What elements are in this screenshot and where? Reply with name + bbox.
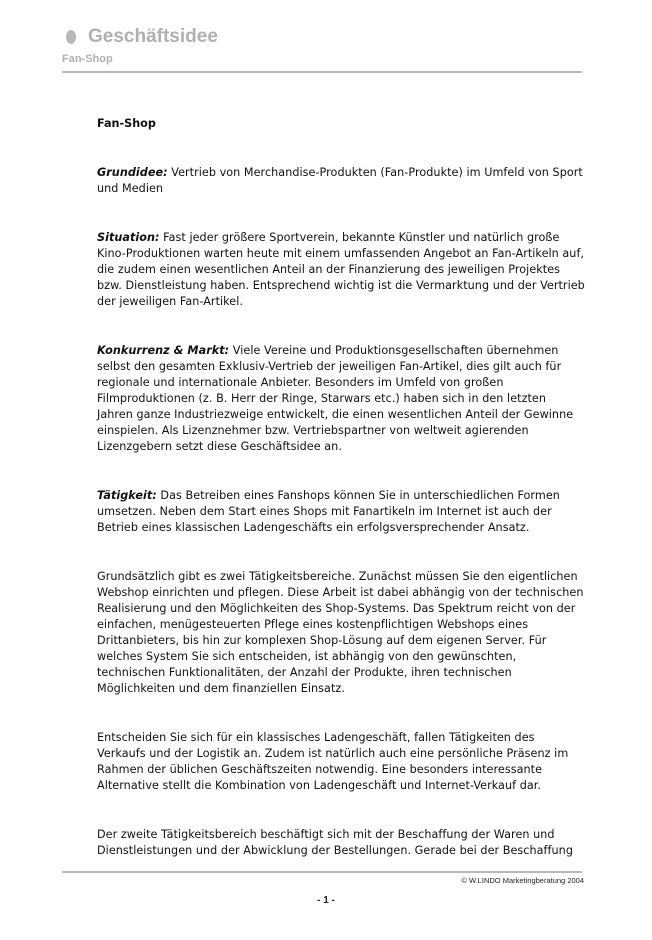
page-number: - 1 -: [317, 895, 335, 906]
section-label: Grundidee:: [97, 166, 168, 179]
header-subtitle: Fan-Shop: [62, 53, 113, 65]
section-text: Das Betreiben eines Fanshops können Sie in unterschiedlichen Formen umsetzen. Neben dem Start eines Shops mit Fanartikeln im Internet ist auch der Betrieb eines klassischen Ladengeschäfts ein erfolgsversprechender Ansatz.: [97, 489, 560, 534]
section-text: Viele Vereine und Produktionsgesellschaften übernehmen selbst den gesamten Exklusiv-Vertrieb der jeweiligen Fan-Artikel, dies gilt auch für regionale und internationale Anbieter. Besonders im Umfeld von großen Filmproduktionen (z. B. Herr der Ringe, Starwars etc.) haben sich in den letzten Jahren ganze Industriezweige entwickelt, die einen wesentlichen Anteil der Gewinne einspielen. Als Lizenznehmer bzw. Vertriebspartner von weltweit agierenden Lizenzgebern setzt diese Geschäftsidee an.: [97, 344, 574, 453]
body-paragraph: Der zweite Tätigkeitsbereich beschäftigt sich mit der Beschaffung der Waren und Dienstleistungen und der Abwicklung der Bestellungen. Gerade bei der Beschaffung: [97, 828, 573, 857]
section-label: Situation:: [97, 231, 160, 244]
footer-copyright: © W.LINDO Marketingberatung 2004: [461, 876, 584, 885]
section-taetigkeit: [97, 488, 585, 536]
body-paragraph: Grundsätzlich gibt es zwei Tätigkeitsbereiche. Zunächst müssen Sie den eigentlichen Webshop einrichten und pflegen. Diese Arbeit ist dabei abhängig von der technischen Realisierung und den Möglichkeiten des Shop-Systems. Das Spektrum reicht von der einfachen, menügesteuerten Pflege eines kostenpflichtigen Webshops eines Drittanbieters, bis hin zur komplexen Shop-Lösung auf dem eigenen Server. Für welches System Sie sich entscheiden, ist abhängig von den gewünschten, technischen Funktionalitäten, der Anzahl der Produkte, ihren technischen Möglichkeiten und dem finanziellen Einsatz.: [97, 570, 584, 695]
bullet-icon: [66, 30, 76, 44]
header-title: Geschäftsidee: [88, 26, 218, 47]
header-divider: [62, 71, 582, 73]
document-heading: Fan-Shop: [97, 117, 156, 130]
section-grundidee: [97, 165, 585, 197]
section-text: Vertrieb von Merchandise-Produkten (Fan-Produkte) im Umfeld von Sport und Medien: [97, 166, 583, 195]
section-konkurrenz-markt: [97, 343, 585, 455]
body-paragraph: Entscheiden Sie sich für ein klassisches Ladengeschäft, fallen Tätigkeiten des Verkaufs und der Logistik an. Zudem ist natürlich auch eine persönliche Präsenz im Rahmen der üblichen Geschäftszeiten notwendig. Eine besonders interessante Alternative stellt die Kombination von Ladengeschäft und Internet-Verkauf dar.: [97, 731, 569, 792]
section-label: Tätigkeit:: [97, 489, 157, 502]
section-label: Konkurrenz & Markt:: [97, 344, 230, 357]
footer-divider: [62, 871, 582, 873]
document-body: [97, 116, 585, 892]
section-situation: [97, 230, 585, 310]
section-text: Fast jeder größere Sportverein, bekannte Künstler und natürlich große Kino-Produktionen warten heute mit einem umfassenden Angebot an Fan-Artikeln auf, die zudem einen wesentlichen Anteil an der Finanzierung des jeweiligen Projektes bzw. Dienstleistung haben. Entsprechend wichtig ist die Vermarktung und der Vertrieb der jeweiligen Fan-Artikel.: [97, 231, 585, 308]
